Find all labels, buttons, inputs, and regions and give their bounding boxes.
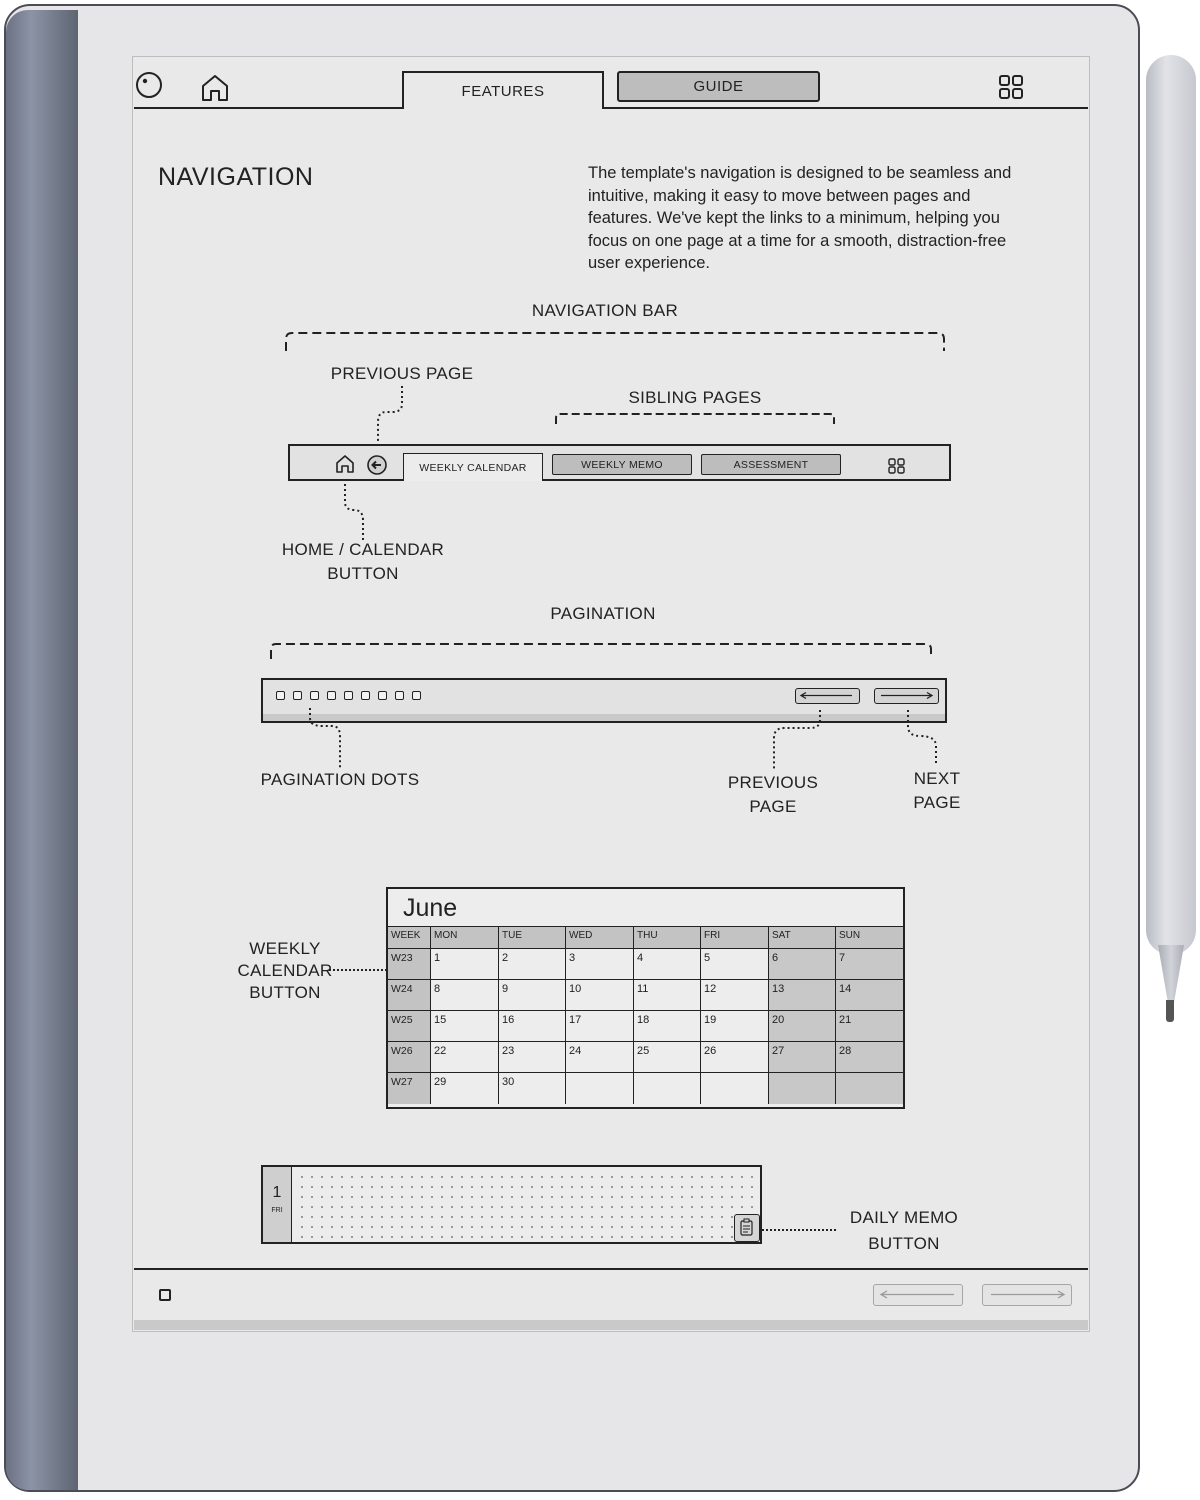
intro-paragraph: The template's navigation is designed to be seamless and intuitive, making it easy to move between pages and features. We've kept the links to a minimum, helping you focus on one page at a time for a smooth, distraction-free user experience. <box>588 164 1012 273</box>
pagination-dot <box>378 691 387 700</box>
previous-page-label: PREVIOUS PAGE <box>330 364 474 383</box>
calendar-header-5: FRI <box>701 927 769 949</box>
calendar-day-cell[interactable]: 20 <box>769 1011 836 1042</box>
next-page-connector <box>898 706 946 770</box>
daily-memo-connector <box>760 1224 840 1236</box>
mini-next-page-button <box>874 688 939 704</box>
calendar-day-cell[interactable]: 26 <box>701 1042 769 1073</box>
previous-page-button-connector <box>764 706 828 774</box>
calendar-day-cell[interactable]: 25 <box>634 1042 701 1073</box>
calendar-day-cell[interactable]: 9 <box>499 980 566 1011</box>
mini-prev-page-button <box>795 688 860 704</box>
home-calendar-label-line1: HOME / CALENDAR <box>281 540 445 559</box>
calendar-day-cell[interactable]: 2 <box>499 949 566 980</box>
daily-memo-date-box <box>263 1167 292 1242</box>
topbar-divider <box>134 107 1088 109</box>
calendar-day-cell[interactable]: 22 <box>431 1042 499 1073</box>
calendar-day-cell[interactable]: 27 <box>769 1042 836 1073</box>
pagination-dot <box>412 691 421 700</box>
calendar-day-cell[interactable]: 28 <box>836 1042 903 1073</box>
calendar-week-cell[interactable]: W23 <box>388 949 431 980</box>
calendar-day-cell[interactable]: 30 <box>499 1073 566 1104</box>
home-icon[interactable] <box>199 72 233 104</box>
calendar-day-cell[interactable]: 10 <box>566 980 634 1011</box>
bottom-bar-divider <box>134 1268 1088 1270</box>
previous-page-button[interactable] <box>873 1284 963 1306</box>
calendar-day-cell[interactable] <box>634 1073 701 1104</box>
pagination-dot-current[interactable] <box>159 1289 171 1301</box>
calendar-month-title: June <box>403 894 458 922</box>
tab-guide-label: GUIDE <box>693 78 744 95</box>
calendar-day-cell[interactable]: 17 <box>566 1011 634 1042</box>
calendar-day-cell[interactable] <box>701 1073 769 1104</box>
pagination-dot <box>344 691 353 700</box>
pagination-heading: PAGINATION <box>550 604 656 623</box>
calendar-header-1: MON <box>431 927 499 949</box>
pagination-dot <box>327 691 336 700</box>
grid-icon[interactable] <box>998 74 1026 102</box>
calendar-day-cell[interactable]: 1 <box>431 949 499 980</box>
calendar-day-cell[interactable]: 19 <box>701 1011 769 1042</box>
calendar-day-cell[interactable]: 7 <box>836 949 903 980</box>
daily-memo-day-number: 1 <box>272 1184 282 1201</box>
weekly-calendar-label-line1: WEEKLY <box>249 939 321 958</box>
arrow-right-icon <box>983 1285 1070 1304</box>
calendar-day-cell[interactable] <box>566 1073 634 1104</box>
calendar-header-2: TUE <box>499 927 566 949</box>
calendar-grid <box>388 926 903 1108</box>
tab-features-label: FEATURES <box>461 82 545 100</box>
pagination-dot <box>276 691 285 700</box>
calendar-day-cell[interactable]: 16 <box>499 1011 566 1042</box>
calendar-week-cell[interactable]: W26 <box>388 1042 431 1073</box>
mini-pagination-strip <box>263 714 945 721</box>
sibling-pages-label: SIBLING PAGES <box>628 388 762 407</box>
next-page-label-line2: PAGE <box>913 793 961 812</box>
circle-icon[interactable] <box>134 70 168 104</box>
calendar-day-cell[interactable]: 13 <box>769 980 836 1011</box>
pagination-dots-label: PAGINATION DOTS <box>260 770 420 789</box>
calendar-header-6: SAT <box>769 927 836 949</box>
mini-tab-assessment: ASSESSMENT <box>701 454 841 475</box>
mini-home-icon <box>334 454 356 474</box>
navigation-bar-bracket <box>280 325 955 355</box>
pagination-dot <box>293 691 302 700</box>
page-title: NAVIGATION <box>158 163 314 191</box>
pagination-dots-connector <box>300 704 348 772</box>
daily-memo-dot-grid <box>293 1168 758 1242</box>
calendar-week-cell[interactable]: W24 <box>388 980 431 1011</box>
next-page-button[interactable] <box>982 1284 1072 1306</box>
previous-page-connector <box>370 384 410 446</box>
calendar-day-cell[interactable]: 29 <box>431 1073 499 1104</box>
mini-tab-weekly-memo: WEEKLY MEMO <box>552 454 692 475</box>
calendar-day-cell[interactable]: 12 <box>701 980 769 1011</box>
daily-memo-label-line1: DAILY MEMO <box>849 1208 959 1227</box>
calendar-day-cell[interactable]: 21 <box>836 1011 903 1042</box>
calendar-day-cell[interactable] <box>836 1073 903 1104</box>
daily-memo-label-line2: BUTTON <box>868 1234 940 1253</box>
calendar-day-cell[interactable]: 3 <box>566 949 634 980</box>
tablet-spine <box>6 10 78 1490</box>
next-page-label-line1: NEXT <box>913 769 961 788</box>
mini-grid-icon <box>887 457 907 475</box>
calendar-day-cell[interactable]: 15 <box>431 1011 499 1042</box>
calendar-header-3: WED <box>566 927 634 949</box>
weekly-calendar-label-line3: BUTTON <box>249 983 321 1002</box>
clipboard-icon <box>735 1215 758 1240</box>
daily-memo-day-name: FRI <box>271 1207 283 1214</box>
home-button-connector <box>338 480 374 542</box>
calendar-week-cell[interactable]: W25 <box>388 1011 431 1042</box>
calendar-day-cell[interactable]: 14 <box>836 980 903 1011</box>
pagination-dot <box>361 691 370 700</box>
previous-page-btn-label-line2: PAGE <box>749 797 797 816</box>
pagination-bracket <box>265 637 940 663</box>
bottom-bar-strip <box>134 1320 1088 1330</box>
pagination-dot <box>310 691 319 700</box>
calendar-day-cell[interactable]: 24 <box>566 1042 634 1073</box>
calendar-day-cell[interactable]: 5 <box>701 949 769 980</box>
arrow-left-icon <box>874 1285 961 1304</box>
pagination-dots <box>276 691 421 700</box>
sibling-pages-bracket <box>550 408 842 428</box>
mini-tab-weekly-calendar: WEEKLY CALENDAR <box>403 453 543 481</box>
calendar-week-cell[interactable]: W27 <box>388 1073 431 1104</box>
calendar-day-cell[interactable]: 11 <box>634 980 701 1011</box>
stylus-pen <box>1146 55 1196 955</box>
navigation-bar-heading: NAVIGATION BAR <box>531 301 679 320</box>
calendar-header-0: WEEK <box>388 927 431 949</box>
tab-features[interactable] <box>402 71 604 109</box>
weekly-calendar-label-line2: CALENDAR <box>237 961 333 980</box>
previous-page-btn-label-line1: PREVIOUS <box>727 773 819 792</box>
calendar-day-cell[interactable]: 23 <box>499 1042 566 1073</box>
calendar-day-cell[interactable]: 6 <box>769 949 836 980</box>
stylus-tip <box>1158 945 1184 1005</box>
mini-back-arrow-icon <box>366 454 388 476</box>
daily-memo-button[interactable] <box>734 1214 760 1242</box>
calendar-day-cell[interactable]: 4 <box>634 949 701 980</box>
tab-guide[interactable] <box>617 71 820 102</box>
calendar-day-cell[interactable] <box>769 1073 836 1104</box>
calendar-header-4: THU <box>634 927 701 949</box>
pagination-dot <box>395 691 404 700</box>
home-calendar-label-line2: BUTTON <box>327 564 399 583</box>
calendar-header-7: SUN <box>836 927 903 949</box>
stylus-nib <box>1166 1000 1174 1022</box>
calendar-day-cell[interactable]: 8 <box>431 980 499 1011</box>
calendar-day-cell[interactable]: 18 <box>634 1011 701 1042</box>
